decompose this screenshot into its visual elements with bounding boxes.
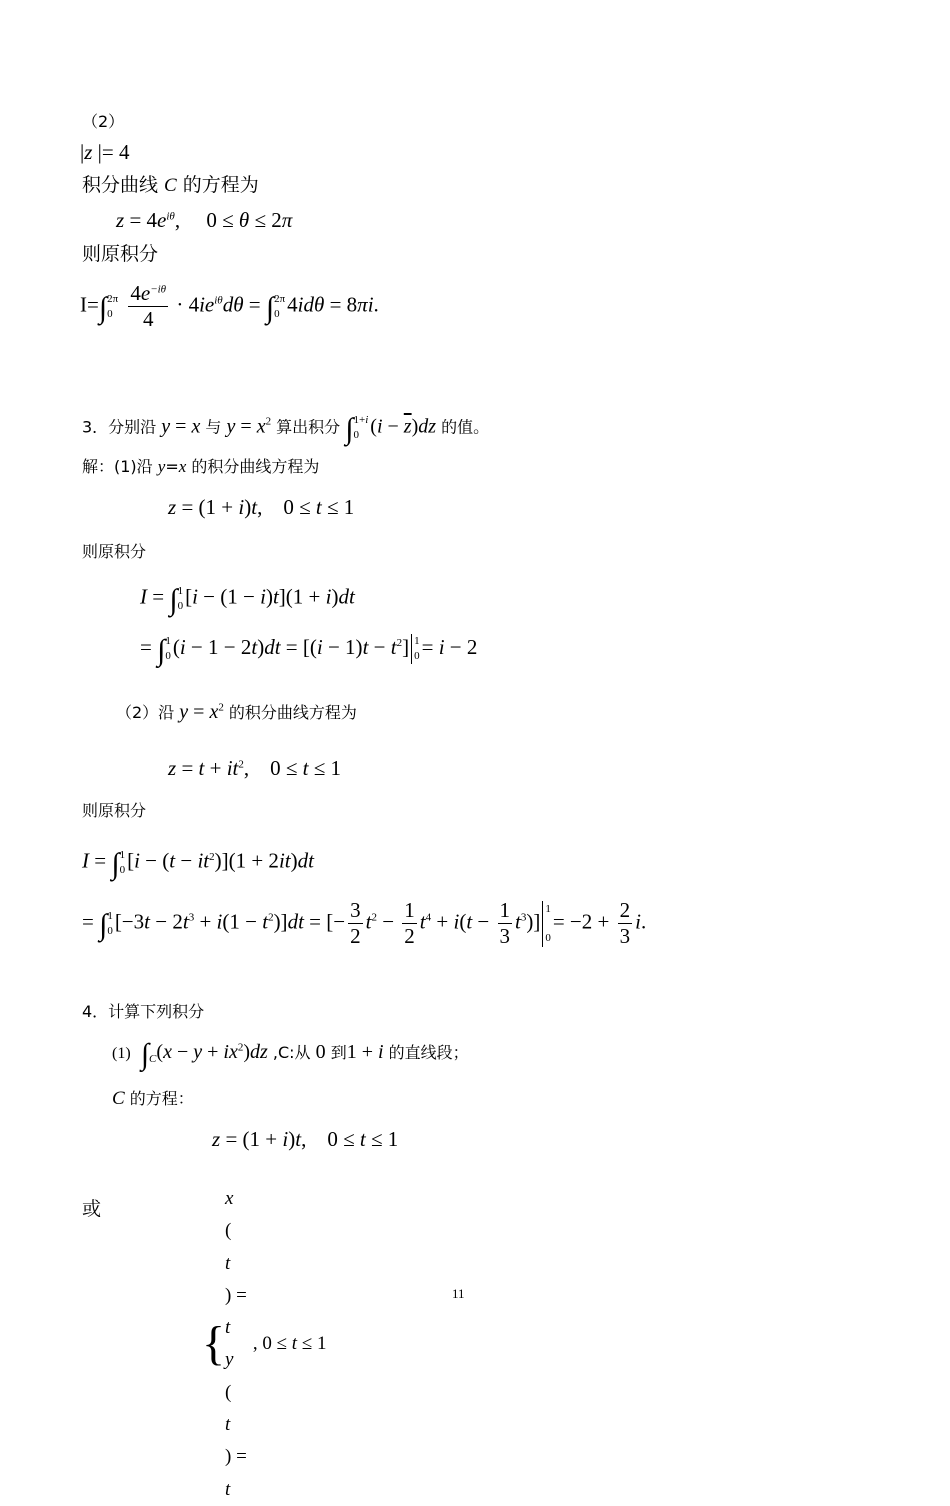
problem-3-stem: 3．分别沿 y = x 与 $y = x^2$ 算出积分 ∫ 1+i 0 $(i - \overline{z})dz$ 的值。 <box>82 412 490 446</box>
problem-4-stem: 4．计算下列积分 <box>82 1002 205 1021</box>
param-system: { x ( t ) = t y ( t ) = t , 0 ≤ t ≤ 1 <box>202 1188 327 1500</box>
solution-1-intro: 解：(1)沿 y=x 的积分曲线方程为 <box>82 457 320 476</box>
c-equation-intro: C 的方程： <box>112 1088 194 1109</box>
orig-integral-label-3: 则原积分 <box>82 801 147 820</box>
solution-1-param: z = (1 + i)t, 0 ≤ t ≤ 1 <box>168 495 355 519</box>
solution-1-eq2: = ∫ 1 0 $(i - 1 - 2t)dt = [(i - 1)t - t^2]$ 1 0 = i − 2 <box>140 633 478 667</box>
solution-2-eq2: = ∫ 1 0 $[-3t - 2t^3 + i(1 - t^2)]dt$ = [− $\frac{3}{2}$ $t^2$ − $\frac{1}{2}$ $t^4 + i(t$ − $\frac{1}{3}$ $t^3$)] 1 0 = −2 + $\frac{2}{3}$ i. <box>82 898 647 948</box>
orig-integral-label: 则原积分 <box>82 243 159 265</box>
solution-2-intro: （2）沿 $y = x^2$ 的积分曲线方程为 <box>116 701 357 723</box>
c-param-equation: z = (1 + i)t, 0 ≤ t ≤ 1 <box>212 1127 399 1151</box>
subpart-label-2: （2） <box>82 112 125 131</box>
integral-equation-theta: I=∫ 2π 0 $\frac{4e^{-i\theta}}{4}$ · $4ie^{i\theta}d\theta$ = ∫ 2π 0 4idθ = 8πi. <box>80 281 379 331</box>
circle-equation: |z |= 4 <box>80 140 130 164</box>
orig-integral-label-2: 则原积分 <box>82 542 147 561</box>
solution-2-eq1: I = ∫ 1 0 $[i - (t - it^2)](1 + 2it)dt$ <box>82 847 314 881</box>
problem-4-item-1: (1) $\int_C(x - y + ix^2)dz$ ,C:从 0 到1 + i 的直线段； <box>112 1038 469 1071</box>
or-label: 或 <box>82 1198 102 1220</box>
solution-1-eq1: I = ∫ 1 0 [i − (1 − i)t](1 + i)dt <box>140 583 355 617</box>
param-equation-theta: $z = 4e^{i\theta}$, 0 ≤ θ ≤ 2π <box>116 208 293 232</box>
solution-2-param: $z = t + it^2$, 0 ≤ t ≤ 1 <box>168 756 342 780</box>
curve-intro-text: 积分曲线 C 的方程为 <box>82 174 259 196</box>
page-number: 11 <box>452 1286 465 1301</box>
